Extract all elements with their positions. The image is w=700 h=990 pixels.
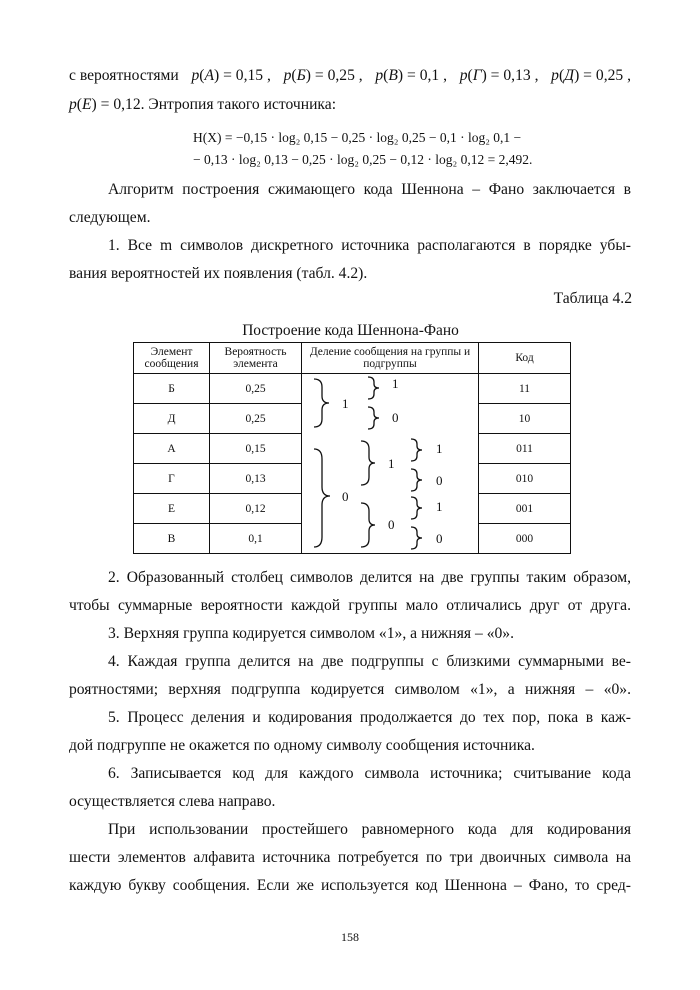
step6-line1: 6. Записывается код для каждого символа источника; считывание кода [108,765,631,782]
label-bottom-group: 0 [342,489,349,504]
algo-intro-line2: следующем. [69,209,151,226]
label-d: 0 [392,410,399,425]
brace-b-icon [368,377,379,399]
division-braces [300,373,476,555]
cell-element: В [134,524,210,554]
prob-g: p(Г) = 0,13 , [459,67,539,84]
entropy-intro: p(Е) = 0,12. Энтропия такого источника: [69,96,337,113]
prob-v: p(В) = 0,1 , [375,67,447,84]
label-gamma: 0 [436,473,443,488]
header-division: Деление сообщения на группы и подгруппы [302,343,479,374]
label-a: 1 [436,441,443,456]
step4-line1: 4. Каждая группа делится на две подгруппы с близкими суммарными ве- [108,653,631,670]
step1-line2: вания вероятностей их появления (табл. 4.2). [69,265,368,282]
probabilities-lead: с вероятностями [69,67,179,84]
label-ev: 0 [388,517,395,532]
cell-code: 001 [479,494,571,524]
brace-a-icon [411,439,422,461]
brace-top-group-icon [314,379,329,427]
entropy-formula-line2: − 0,13 · log₂ 0,13 − 0,25 · log₂ 0,25 − 0,12 · log₂ 0,12 = 2,492. [193,152,533,167]
header-element: Элемент сообщения [134,343,210,374]
algo-intro-line1: Алгоритм построения сжимающего кода Шеннона – Фано заключается в [108,181,631,198]
label-v: 0 [436,531,443,546]
label-top-group: 1 [342,396,349,411]
final-line2: шести элементов алфавита источника потребуется по три двоичных символа на [69,849,631,866]
entropy-formula-line1: H(X) = −0,15 · log₂ 0,15 − 0,25 · log₂ 0,25 − 0,1 · log₂ 0,1 − [193,130,522,145]
cell-element: Е [134,494,210,524]
step3-line: 3. Верхняя группа кодируется символом «1», а нижняя – «0». [108,625,514,642]
header-code: Код [479,343,571,374]
cell-probability: 0,1 [210,524,302,554]
brace-gamma-icon [411,469,422,491]
cell-probability: 0,25 [210,404,302,434]
prob-d: p(Д) = 0,25 , [551,67,631,84]
probabilities-line [69,67,631,87]
cell-code: 10 [479,404,571,434]
step4-line2: роятностями; верхняя подгруппа кодируется символом «1», а нижняя – «0». [69,681,631,698]
brace-ev-icon [361,503,375,547]
page-number: 158 [341,930,359,944]
step6-line2: осуществляется слева направо. [69,793,276,810]
brace-bottom-group-icon [314,449,330,547]
step2-line1: 2. Образованный столбец символов делится на две группы таким образом, [108,569,631,586]
cell-probability: 0,13 [210,464,302,494]
brace-agamma-icon [361,441,375,485]
final-line1: При использовании простейшего равномерного кода для кодирования [108,821,631,838]
cell-probability: 0,15 [210,434,302,464]
cell-element: Г [134,464,210,494]
label-agamma: 1 [388,456,395,471]
step5-line2: дой подгруппе не окажется по одному символу сообщения источника. [69,737,535,754]
cell-code: 011 [479,434,571,464]
cell-code: 11 [479,374,571,404]
brace-d-icon [368,407,379,429]
cell-element: Д [134,404,210,434]
prob-a: p(А) = 0,15 , [191,67,271,84]
cell-code: 010 [479,464,571,494]
step1-line1: 1. Все m символов дискретного источника располагаются в порядке убы- [108,237,631,254]
step2-line2: чтобы суммарные вероятности каждой группы мало отличались друг от друга. [69,597,631,614]
brace-v-icon [411,527,422,549]
label-b: 1 [392,376,399,391]
header-probability: Вероятность элемента [210,343,302,374]
prob-b: p(Б) = 0,25 , [283,67,363,84]
cell-element: Б [134,374,210,404]
cell-element: А [134,434,210,464]
table-caption: Построение кода Шеннона-Фано [242,322,459,339]
cell-probability: 0,25 [210,374,302,404]
table-number: Таблица 4.2 [553,290,632,307]
cell-code: 000 [479,524,571,554]
final-line3: каждую букву сообщения. Если же используется код Шеннона – Фано, то сред- [69,877,631,894]
step5-line1: 5. Процесс деления и кодирования продолжается до тех пор, пока в каж- [108,709,631,726]
cell-probability: 0,12 [210,494,302,524]
label-e: 1 [436,499,443,514]
brace-e-icon [411,497,422,519]
